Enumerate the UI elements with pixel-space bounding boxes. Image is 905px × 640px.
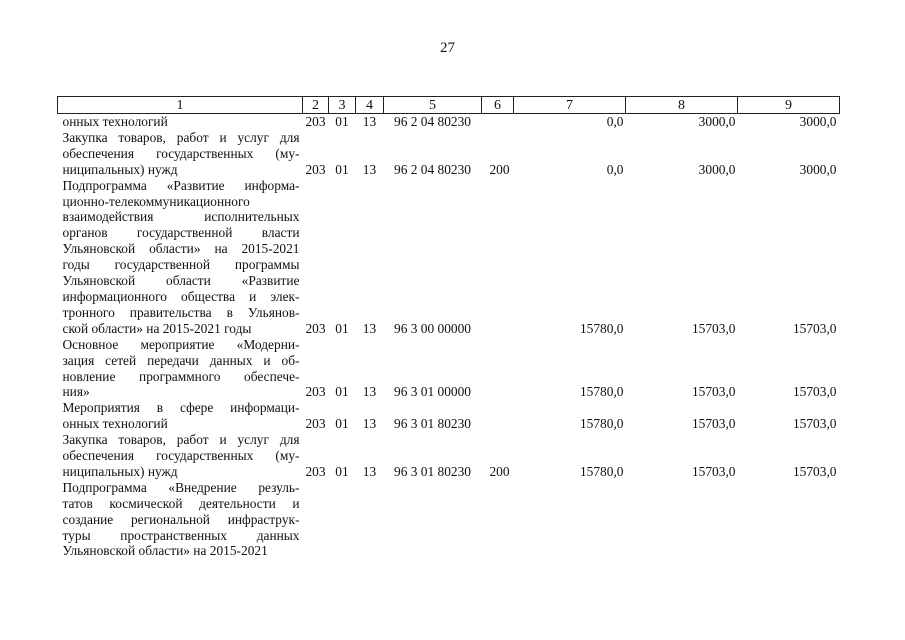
subsection-code: 13 <box>362 114 377 129</box>
row-name-line: обеспечения государственных (му- <box>62 145 300 161</box>
row-name-line: Закупка товаров, работ и услуг для <box>62 432 300 448</box>
row-name-line: тронного правительства в Ульянов- <box>62 304 300 320</box>
column-header: 2 <box>303 97 329 114</box>
row-name-line: Ульяновской области» на 2015-2021 <box>62 241 300 257</box>
chapter-code: 203 <box>305 320 326 336</box>
column-header: 6 <box>482 97 514 114</box>
row-name-line: Закупка товаров, работ и услуг для <box>62 129 300 145</box>
expense-type-code: 200 <box>489 463 510 479</box>
budget-table <box>57 96 840 559</box>
section-code: 01 <box>335 384 349 400</box>
amount-col-9: 15703,0 <box>792 384 837 400</box>
row-name-line: Подпрограмма «Развитие информа- <box>62 177 300 193</box>
expense-type-code <box>482 400 514 432</box>
target-article-code: 96 3 00 00000 <box>394 320 471 336</box>
row-name-line: онных технологий <box>62 416 168 432</box>
subsection-code: 13 <box>362 320 377 336</box>
table-row <box>58 337 840 401</box>
row-name-line: Ульяновской области «Развитие <box>62 273 300 289</box>
row-name <box>58 130 303 178</box>
table-row <box>58 432 840 480</box>
row-name-line: ской области» на 2015-2021 годы <box>62 320 252 336</box>
amount-col-9: 15703,0 <box>792 416 837 432</box>
amount-col-9: 15703,0 <box>792 463 837 479</box>
row-name-line: туры пространственных данных <box>62 527 300 543</box>
section-code: 01 <box>335 161 349 177</box>
amount-col-8: 15703,0 <box>691 463 736 479</box>
row-name-line: ниципальных) нужд <box>62 161 178 177</box>
row-name-line: Мероприятия в сфере информаци- <box>62 400 300 416</box>
amount-col-8 <box>626 480 738 560</box>
row-name-line: ния» <box>62 384 90 400</box>
column-header: 5 <box>384 97 482 114</box>
row-name-line: новление программного обеспече- <box>62 368 300 384</box>
row-name-line: ционно-телекоммуникационного <box>62 193 250 209</box>
chapter-code: 203 <box>305 384 326 400</box>
target-article-code: 96 3 01 80230 <box>394 416 471 432</box>
row-name-line: Ульяновской области» на 2015-2021 <box>62 543 268 559</box>
amount-col-8: 3000,0 <box>698 161 736 177</box>
expense-type-code: 200 <box>489 161 510 177</box>
expense-type-code <box>482 480 514 560</box>
row-name-line: обеспечения государственных (му- <box>62 448 300 464</box>
row-name-line: зация сетей передачи данных и об- <box>62 352 300 368</box>
row-name <box>58 114 303 130</box>
amount-col-7: 15780,0 <box>579 384 624 400</box>
chapter-code: 203 <box>305 416 326 432</box>
amount-col-8: 15703,0 <box>691 320 736 336</box>
column-header: 8 <box>626 97 738 114</box>
expense-type-code <box>482 114 514 130</box>
target-article-code: 96 3 01 00000 <box>394 384 471 400</box>
section-code: 01 <box>335 463 349 479</box>
amount-col-9: 15703,0 <box>792 320 837 336</box>
row-name-line: Основное мероприятие «Модерни- <box>62 336 300 352</box>
row-name-line: годы государственной программы <box>62 257 300 273</box>
target-article-code <box>384 480 482 560</box>
expense-type-code <box>482 178 514 337</box>
table-row <box>58 400 840 432</box>
row-name-line: ниципальных) нужд <box>62 463 178 479</box>
subsection-code: 13 <box>362 463 377 479</box>
table-row <box>58 178 840 337</box>
row-name-line: информационного общества и элек- <box>62 288 300 304</box>
amount-col-7 <box>514 480 626 560</box>
row-name <box>58 432 303 480</box>
amount-col-8: 15703,0 <box>691 416 736 432</box>
section-code: 01 <box>335 114 349 129</box>
chapter-code <box>303 480 329 560</box>
subsection-code: 13 <box>362 161 377 177</box>
chapter-code: 203 <box>305 463 326 479</box>
row-name <box>58 400 303 432</box>
section-code <box>329 480 356 560</box>
amount-col-9: 3000,0 <box>799 161 837 177</box>
table-header-row <box>58 97 840 114</box>
row-name-line: создание региональной инфраструк- <box>62 511 300 527</box>
amount-col-7: 15780,0 <box>579 416 624 432</box>
amount-col-9 <box>738 480 840 560</box>
expense-type-code <box>482 337 514 401</box>
amount-col-9: 3000,0 <box>799 114 837 129</box>
row-name-line: татов космической деятельности и <box>62 495 300 511</box>
amount-col-7: 0,0 <box>606 161 624 177</box>
table-row <box>58 130 840 178</box>
row-name <box>58 178 303 337</box>
amount-col-8: 3000,0 <box>698 114 736 129</box>
chapter-code: 203 <box>305 161 326 177</box>
amount-col-7: 15780,0 <box>579 463 624 479</box>
amount-col-7: 0,0 <box>606 114 624 129</box>
subsection-code: 13 <box>362 416 377 432</box>
row-name-line: онных технологий <box>62 114 168 129</box>
row-name <box>58 480 303 560</box>
subsection-code <box>356 480 384 560</box>
target-article-code: 96 2 04 80230 <box>394 114 471 129</box>
page-number: 27 <box>440 40 455 56</box>
row-name <box>58 337 303 401</box>
target-article-code: 96 3 01 80230 <box>394 463 471 479</box>
table-row <box>58 480 840 560</box>
table-row <box>58 114 840 130</box>
amount-col-7: 15780,0 <box>579 320 624 336</box>
amount-col-8: 15703,0 <box>691 384 736 400</box>
column-header: 9 <box>738 97 840 114</box>
row-name-line: органов государственной власти <box>62 225 300 241</box>
target-article-code: 96 2 04 80230 <box>394 161 471 177</box>
chapter-code: 203 <box>305 114 326 129</box>
row-name-line: взаимодействия исполнительных <box>62 209 300 225</box>
column-header: 4 <box>356 97 384 114</box>
column-header: 7 <box>514 97 626 114</box>
column-header: 1 <box>58 97 303 114</box>
subsection-code: 13 <box>362 384 377 400</box>
section-code: 01 <box>335 416 349 432</box>
column-header: 3 <box>329 97 356 114</box>
row-name-line: Подпрограмма «Внедрение резуль- <box>62 479 300 495</box>
section-code: 01 <box>335 320 349 336</box>
